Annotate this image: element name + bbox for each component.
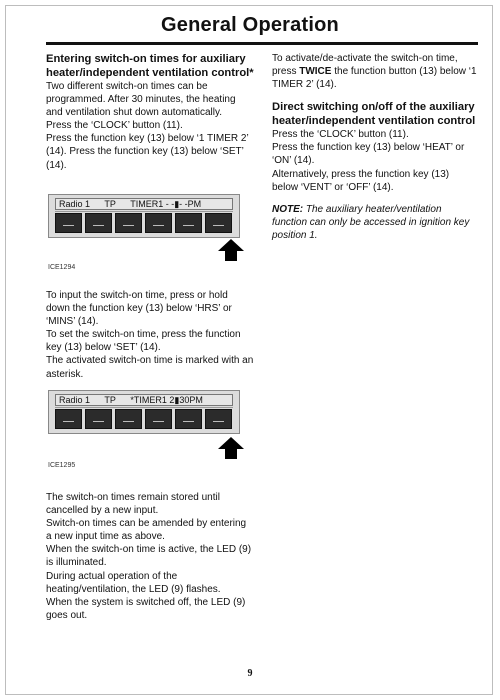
page-title: General Operation [161,14,339,36]
note-paragraph [272,203,478,242]
paragraph-programming: Two different switch-on times can be programmed. After 30 minutes, the heating and ventilation shut down automatically. Press the ‘CLOCK’ button (11). Press the function key (13) below ‘1 TIMER 2’ (14). Press the function key (13) below ‘SET’ (14). [46,81,249,171]
display-timer: *TIMER1 2▮30PM [130,395,203,405]
note-label: NOTE: [272,203,304,215]
radio-panel-figure-2 [48,390,240,434]
function-key-4 [145,409,172,429]
display-source: Radio 1 [59,199,91,209]
panel-divider [55,211,233,212]
display-source: Radio 1 [59,395,91,405]
function-key-6 [205,409,232,429]
function-key-2 [85,213,112,233]
radio-display [55,394,233,406]
radio-display [55,198,233,210]
right-column [272,52,478,242]
title-rule [46,42,478,45]
paragraph-stored-times: The switch-on times remain stored until cancelled by a new input. Switch-on times can be amended by entering a new input time as above. When the switch-on time is active, the LED (9) is illuminated. During actual operation of the heating/ventilation, the LED (9) flashes. When the system is switched off, the LED (9) goes out. [46,492,252,621]
function-key-3 [115,409,142,429]
panel-divider [55,407,233,408]
paragraph-activate: To activate/de-activate the switch-on time, press TWICE the function button (13) below ‘1 TIMER 2’ (14). [272,53,477,91]
left-column-bottom [46,491,254,622]
function-key-4 [145,213,172,233]
radio-panel-figure-1 [48,194,240,238]
image-code: ICE1294 [48,264,76,271]
function-key-5 [175,409,202,429]
section-heading-switch-on-times: Entering switch-on times for auxiliary heater/independent ventilation control* [46,53,254,79]
paragraph-direct-switching: Press the ‘CLOCK’ button (11). Press the function key (13) below ‘HEAT’ or ‘ON’ (14). Alternatively, press the function key (13) below ‘VENT’ or ‘OFF’ (14). [272,129,465,193]
function-key-6 [205,213,232,233]
left-column [46,52,254,172]
function-key-2 [85,409,112,429]
emphasis-twice: TWICE [299,66,332,78]
function-key-3 [115,213,142,233]
page-number: 9 [247,668,253,679]
image-code: ICE1295 [48,462,76,469]
section-heading-direct-switching: Direct switching on/off of the auxiliary heater/independent ventilation control [272,101,476,128]
note-text: The auxiliary heater/ventilation function can only be accessed in ignition key position 1. [272,203,470,241]
display-tp: TP [104,199,116,209]
left-column-middle [46,289,254,381]
function-key-1 [55,213,82,233]
display-timer: TIMER1 - -▮- -PM [130,199,202,209]
display-tp: TP [104,395,116,405]
function-key-5 [175,213,202,233]
function-key-1 [55,409,82,429]
paragraph-input-time: To input the switch-on time, press or hold down the function key (13) below ‘HRS’ or ‘MINS’ (14). To set the switch-on time, press the function key (13) below ‘SET’ (14). The activated switch-on time is marked with an asterisk. [46,290,254,380]
